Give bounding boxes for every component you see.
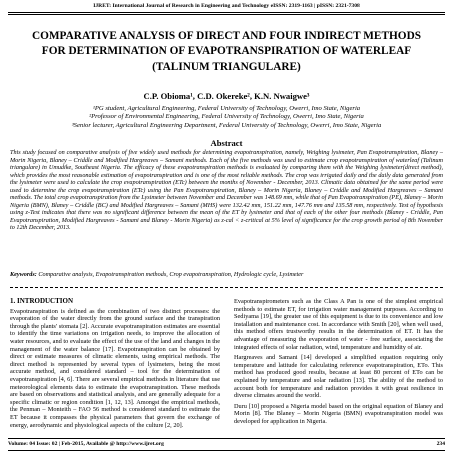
right-column — [234, 298, 443, 438]
footer-volume: Volume: 04 Issue: 02 | Feb-2015, Available @ http://www.ijret.org — [8, 441, 164, 447]
left-paragraph-1: Evapotranspiration is defined as the combination of two distinct processes: the evaporation of the water directly from the ground surface and the transpiration through the plants' stomata [2]. Accurate evapotranspiration estimates are essential to identify the time variations on irrigation needs, to improve the allocation of water resources, and to evaluate the effect of the use of the land and changes in the management of the water balance [17]. Evapotranspiration can be obtained by direct or estimate measures of climatic elements, using empirical methods. The direct method is represented by several types of lysimeters, being the most accurate method, and considered standard – tool for the determination of evapotranspiration [4, 6]. There are several empirical methods in literature that use meteorological elements data to estimate the evapotranspiration. These methods are based on observations and statistical analysis, and are generally adequate for a specific climatic or region condition [1, 12, 13]. Amongst the empirical methods, the Penman – Monteith – FAO 56 method is considered standard to estimate the ET because it compasses the physical parameters that govern the exchange of energy, aerodynamic and physiological aspects of the culture [2, 20]. — [10, 307, 220, 429]
journal-header: IJRET: International Journal of Research in Engineering and Technology eISSN: 2319-1163 | pISSN: 2321-7308 — [93, 3, 360, 9]
section-heading-introduction: 1. INTRODUCTION — [10, 298, 74, 305]
affiliation-1: ¹PG student, Agricultural Engineering, Federal University of Technology, Owerri, Imo State, Nigeria — [92, 105, 361, 112]
affiliation-2: ²Professor of Environmental Engineering, Federal University of Technology, Owerri, Imo State, Nigeria — [89, 113, 364, 121]
affiliations — [20, 105, 433, 130]
page-footer — [8, 441, 445, 449]
right-paragraph-2: Hargreaves and Samani [14] developed a simplified equation requiring only temperature and latitude for calculating reference evapotranspiration, ETo. This method has produced good results, because at least 80 percent of ETo can be explained by temperature and solar radiation [13]. The ability of the method to account both for temperature and radiation provides it with great resilience in diverse climates around the world. — [234, 354, 443, 400]
header-rule-top — [8, 12, 445, 13]
left-column — [10, 298, 220, 438]
right-paragraph-3: Duru [10] proposed a Nigeria model based on the original equation of Blaney and Morin [8]. The Blaney – Morin Nigeria (BMN) evapotranspiration model was developed for application in Nigeria. — [234, 402, 443, 425]
paper-authors: C.P. Obioma¹, C.D. Okereke², K.N. Nwaigwe³ — [143, 91, 310, 101]
footer-rule-bottom — [8, 450, 445, 451]
footer-rule-top — [8, 438, 445, 439]
paper-title: COMPARATIVE ANALYSIS OF DIRECT AND FOUR INDIRECT METHODS FOR DETERMINATION OF EVAPOTRANSPIRATION OF WATERLEAF (TALINUM TRIANGULARE) — [31, 30, 422, 73]
keywords-text: Comparative analysis, Evapotranspiration methods, Crop evapotranspiration, Hydrologic cycle, Lysimeter — [36, 271, 304, 278]
keywords — [10, 271, 443, 279]
section-divider — [10, 287, 443, 288]
right-paragraph-1: Evapotranspirometers such as the Class A Pan is one of the simplest empirical methods to estimate ET, for irrigation water management purposes. According to Sediyama [19], the greater use of this equipment is due to its convenience and low installation and maintenance cost. In accordance with Smith [20], when well used, this method offers trustworthy results in the determination of ET. It has the advantage of measuring the evaporation of water - free surface, associating the integrated effects of solar radiation, wind, temperature and humidity of air. — [234, 298, 443, 351]
footer-page-number: 234 — [436, 441, 445, 447]
affiliation-3: ³Senior lecturer, Agricultural Engineering Department, Federal University of Technology, Owerri, Imo State, Nigeria — [71, 121, 382, 129]
keywords-label: Keywords: — [10, 271, 37, 278]
abstract-heading: Abstract — [210, 138, 243, 148]
abstract-text: This study focused on comparative analysis of five widely used methods for determining evapotranspiration, namely, Weighing lysimeter, Pan Evapotranspiration, Blaney – Morin Nigeria, Blaney – Criddle and Modified Hargreaves – Samani methods. Each of the five methods was used to estimate crop evapotranspiration of waterleaf (Talinum triangulare) in Umudike, Southeast Nigeria. The efficacy of these evapotranspiration methods is evaluated by comparing them with the Weighing lysimeter(direct method), which provides the most reasonable estimation of evapotranspiration and is one of the most reliable methods. The crop was irrigated daily and the daily data generated from the lysimeter were used to calculate the crop evapotranspiration (ETc) between the months of November - December, 2013. Climatic data obtained for the same period were used to determine the crop evapotranspiration (ETc) using the Pan Evapotranspiration, Blaney – Morin Nigeria, Blaney – Criddle and Modified Hargreaves – Samani methods. The total crop evapotranspiration from the Lysimeter between November and December was 148.69 mm, while that of Pan Evapotranspiration (PE), Blaney – Morin Nigeria (BMN), Blaney – Criddle (BC) and Modified Hargreaves – Samani (MHS) were 132.42 mm, 151.22 mm, 147.76 mm and 135.58 mm, respectively. Test of hypothesis using z-Test indicates that there was no significant difference between the mean of the ET by lysimeter and that of each of the other four methods (Blaney - Criddle, Pan Evapotranspiration, Modified Hargreaves - Samani and Blaney - Morin Nigeria) as z-cal < z-critical at 5% level of significance for the crop growth period of 8th November to 12th December, 2013. — [10, 149, 443, 231]
header-rule-bottom — [8, 14, 445, 15]
